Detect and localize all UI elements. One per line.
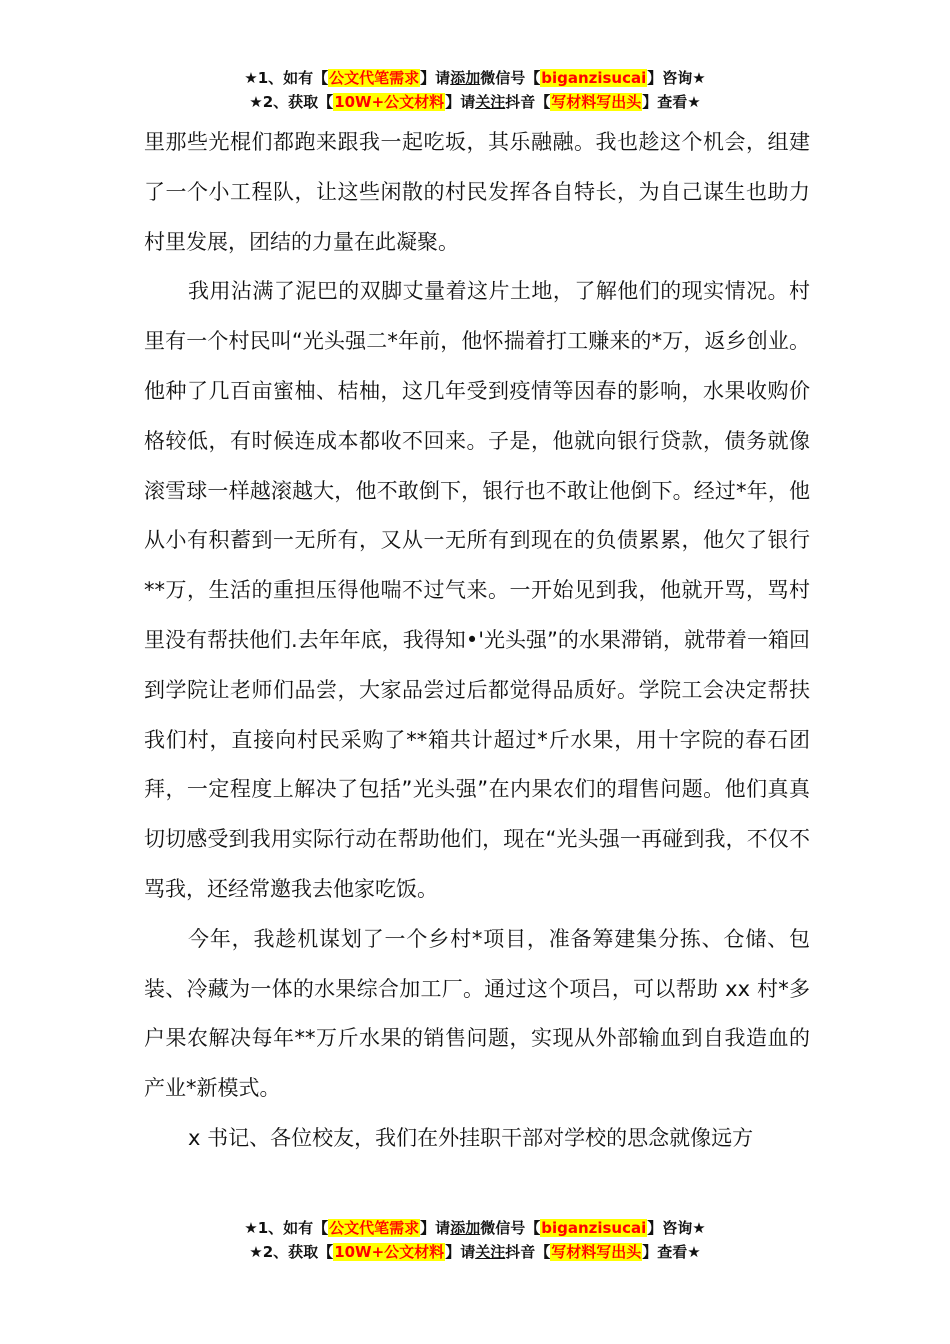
paragraph-2: 我用沾满了泥巴的双脚丈量着这片土地，了解他们的现实情况。村里有一个村民叫“光头强二*年前，他怀揣着打工赚来的*万，返乡创业。他种了几百亩蜜柚、桔柚，这几年受到疫情等因春的影响，水果收购价格较低，有时候连成本都收不回来。子是，他就向银行贷款，债务就像滚雪球一样越滚越大，他不敢倒下，银行也不敢让他倒下。经过*年，他从小有积蓄到一无所有，又从一无所有到现在的负债累累，他欠了银行**万，生活的重担压得他喘不过气来。一开始见到我，他就开骂，骂村里没有帮扶他们.去年年底，我得知•'光头强”的水果滞销，就带着一箱回到学院让老师们品尝，大家品尝过后都觉得品质好。学院工会决定帮扶我们村，直接向村民采购了**箱共计超过*斤水果，用十字院的春石团拜，一定程度上解决了包括”光头强”在内果农们的瑁售问题。他们真真切切感受到我用实际行动在帮助他们，现在“光头强一再碰到我，不仅不骂我，还经常邀我去他家吃饭。 bbox=[144, 279, 810, 901]
banner-line-1 bbox=[0, 1216, 950, 1240]
banner-text: 抖音【 bbox=[505, 1243, 551, 1261]
banner-text: 】查看★ bbox=[642, 1243, 701, 1261]
banner-underlined-text: 添加 bbox=[450, 1219, 481, 1237]
banner-text: ★2、获取【 bbox=[249, 1243, 334, 1261]
banner-highlight: 10W+公文材料 bbox=[334, 93, 445, 111]
banner-highlight: 写材料写出头 bbox=[551, 93, 642, 111]
banner-text: 】查看★ bbox=[642, 93, 701, 111]
paragraph-1: 里那些光棍们都跑来跟我一起吃坂，其乐融融。我也趁这个机会，组建了一个小工程队，让这些闲散的村民发挥各自特长，为自己谋生也助力村里发展，团结的力量在此凝聚。 bbox=[144, 130, 810, 254]
banner-underlined-text: 关注 bbox=[475, 1243, 506, 1261]
paragraph-4: x 书记、各位校友，我们在外挂职干部对学校的思念就像远方 bbox=[188, 1125, 754, 1150]
banner-highlight: biganzisucai bbox=[541, 1219, 647, 1237]
header-banner bbox=[0, 66, 950, 114]
banner-line-1 bbox=[0, 66, 950, 90]
document-body bbox=[144, 118, 810, 1164]
banner-text: 】咨询★ bbox=[647, 69, 706, 87]
banner-text: 】请 bbox=[445, 93, 476, 111]
banner-text: ★1、如有【 bbox=[244, 1219, 329, 1237]
banner-underlined-text: 关注 bbox=[475, 93, 506, 111]
banner-text: 】咨询★ bbox=[647, 1219, 706, 1237]
paragraph-3: 今年，我趁机谋划了一个乡村*项目，准备筹建集分拣、仓储、包装、冷藏为一体的水果综合加工厂。通过这个项吕，可以帮助 xx 村*多户果农解决每年**万斤水果的销售问题，实现从外部输血到自我造血的产业*新模式。 bbox=[144, 926, 810, 1101]
banner-text: 】请 bbox=[420, 69, 451, 87]
banner-underlined-text: 添加 bbox=[450, 69, 481, 87]
footer-banner bbox=[0, 1216, 950, 1264]
banner-highlight: biganzisucai bbox=[541, 69, 647, 87]
banner-line-2 bbox=[0, 90, 950, 114]
banner-text: 微信号【 bbox=[480, 1219, 541, 1237]
banner-text: 】请 bbox=[420, 1219, 451, 1237]
banner-highlight: 10W+公文材料 bbox=[334, 1243, 445, 1261]
banner-text: 抖音【 bbox=[505, 93, 551, 111]
banner-text: 】请 bbox=[445, 1243, 476, 1261]
banner-text: 微信号【 bbox=[480, 69, 541, 87]
banner-text: ★2、获取【 bbox=[249, 93, 334, 111]
banner-highlight: 公文代笔需求 bbox=[329, 1219, 420, 1237]
banner-text: ★1、如有【 bbox=[244, 69, 329, 87]
banner-highlight: 写材料写出头 bbox=[551, 1243, 642, 1261]
banner-highlight: 公文代笔需求 bbox=[329, 69, 420, 87]
banner-line-2 bbox=[0, 1240, 950, 1264]
